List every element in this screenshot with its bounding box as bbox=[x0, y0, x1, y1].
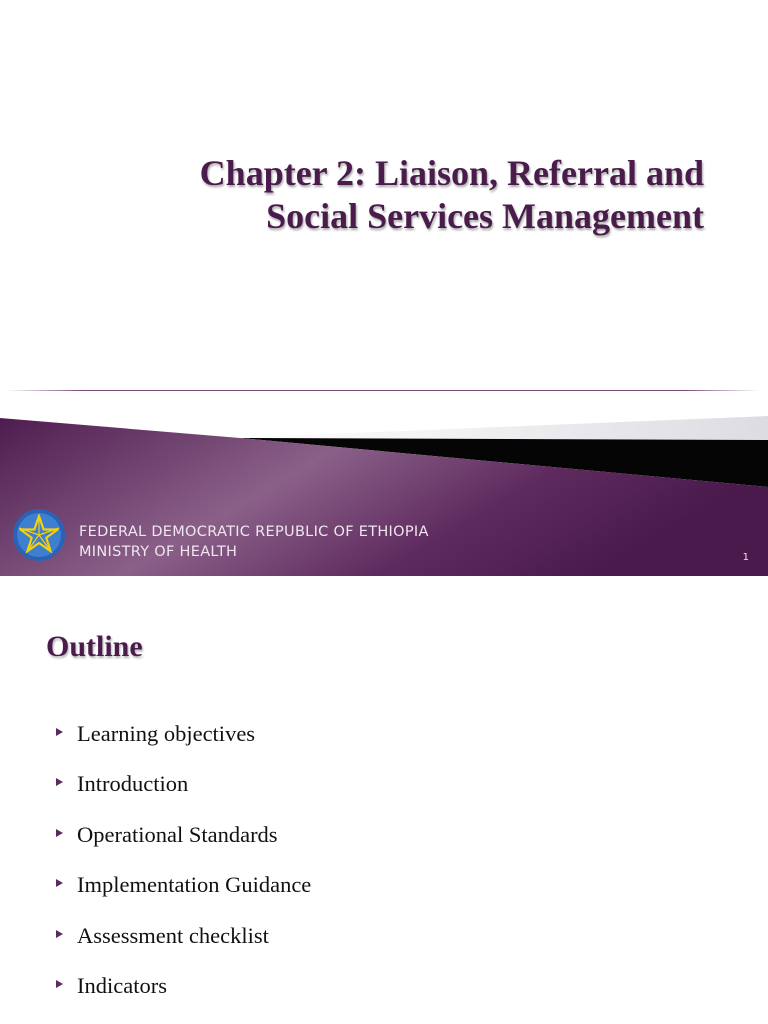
list-item-label: Introduction bbox=[77, 771, 189, 797]
list-item-label: Assessment checklist bbox=[77, 922, 269, 948]
slide-title-line1: Chapter 2: Liaison, Referral and bbox=[199, 153, 704, 193]
list-item bbox=[56, 720, 311, 770]
outline-title: Outline bbox=[46, 630, 143, 663]
list-item bbox=[56, 770, 311, 820]
list-item-label: Learning objectives bbox=[77, 721, 256, 746]
triangle-bullet-icon bbox=[56, 829, 63, 837]
footer-ministry-name: MINISTRY OF HEALTH bbox=[79, 544, 238, 560]
slide-page-number: 1 bbox=[742, 552, 749, 563]
list-item bbox=[56, 972, 311, 1022]
triangle-bullet-icon bbox=[56, 980, 63, 988]
triangle-bullet-icon bbox=[56, 778, 63, 786]
list-item bbox=[56, 922, 311, 972]
list-item bbox=[56, 821, 311, 871]
ethiopia-emblem-icon bbox=[12, 508, 66, 562]
outline-list bbox=[56, 720, 311, 1022]
slide-title bbox=[64, 152, 704, 238]
list-item bbox=[56, 871, 311, 921]
list-item-label: Indicators bbox=[77, 972, 167, 998]
triangle-bullet-icon bbox=[56, 930, 63, 938]
title-divider-line bbox=[6, 390, 760, 391]
outline-slide bbox=[0, 576, 768, 1024]
band-silver-strip bbox=[230, 416, 768, 440]
list-item-label: Operational Standards bbox=[77, 821, 278, 847]
triangle-bullet-icon bbox=[56, 879, 63, 887]
slide-title-line2: Social Services Management bbox=[266, 196, 704, 236]
list-item-label: Implementation Guidance bbox=[77, 872, 312, 898]
triangle-bullet-icon bbox=[56, 728, 63, 736]
footer-country-name: FEDERAL DEMOCRATIC REPUBLIC OF ETHIOPIA bbox=[79, 524, 429, 540]
